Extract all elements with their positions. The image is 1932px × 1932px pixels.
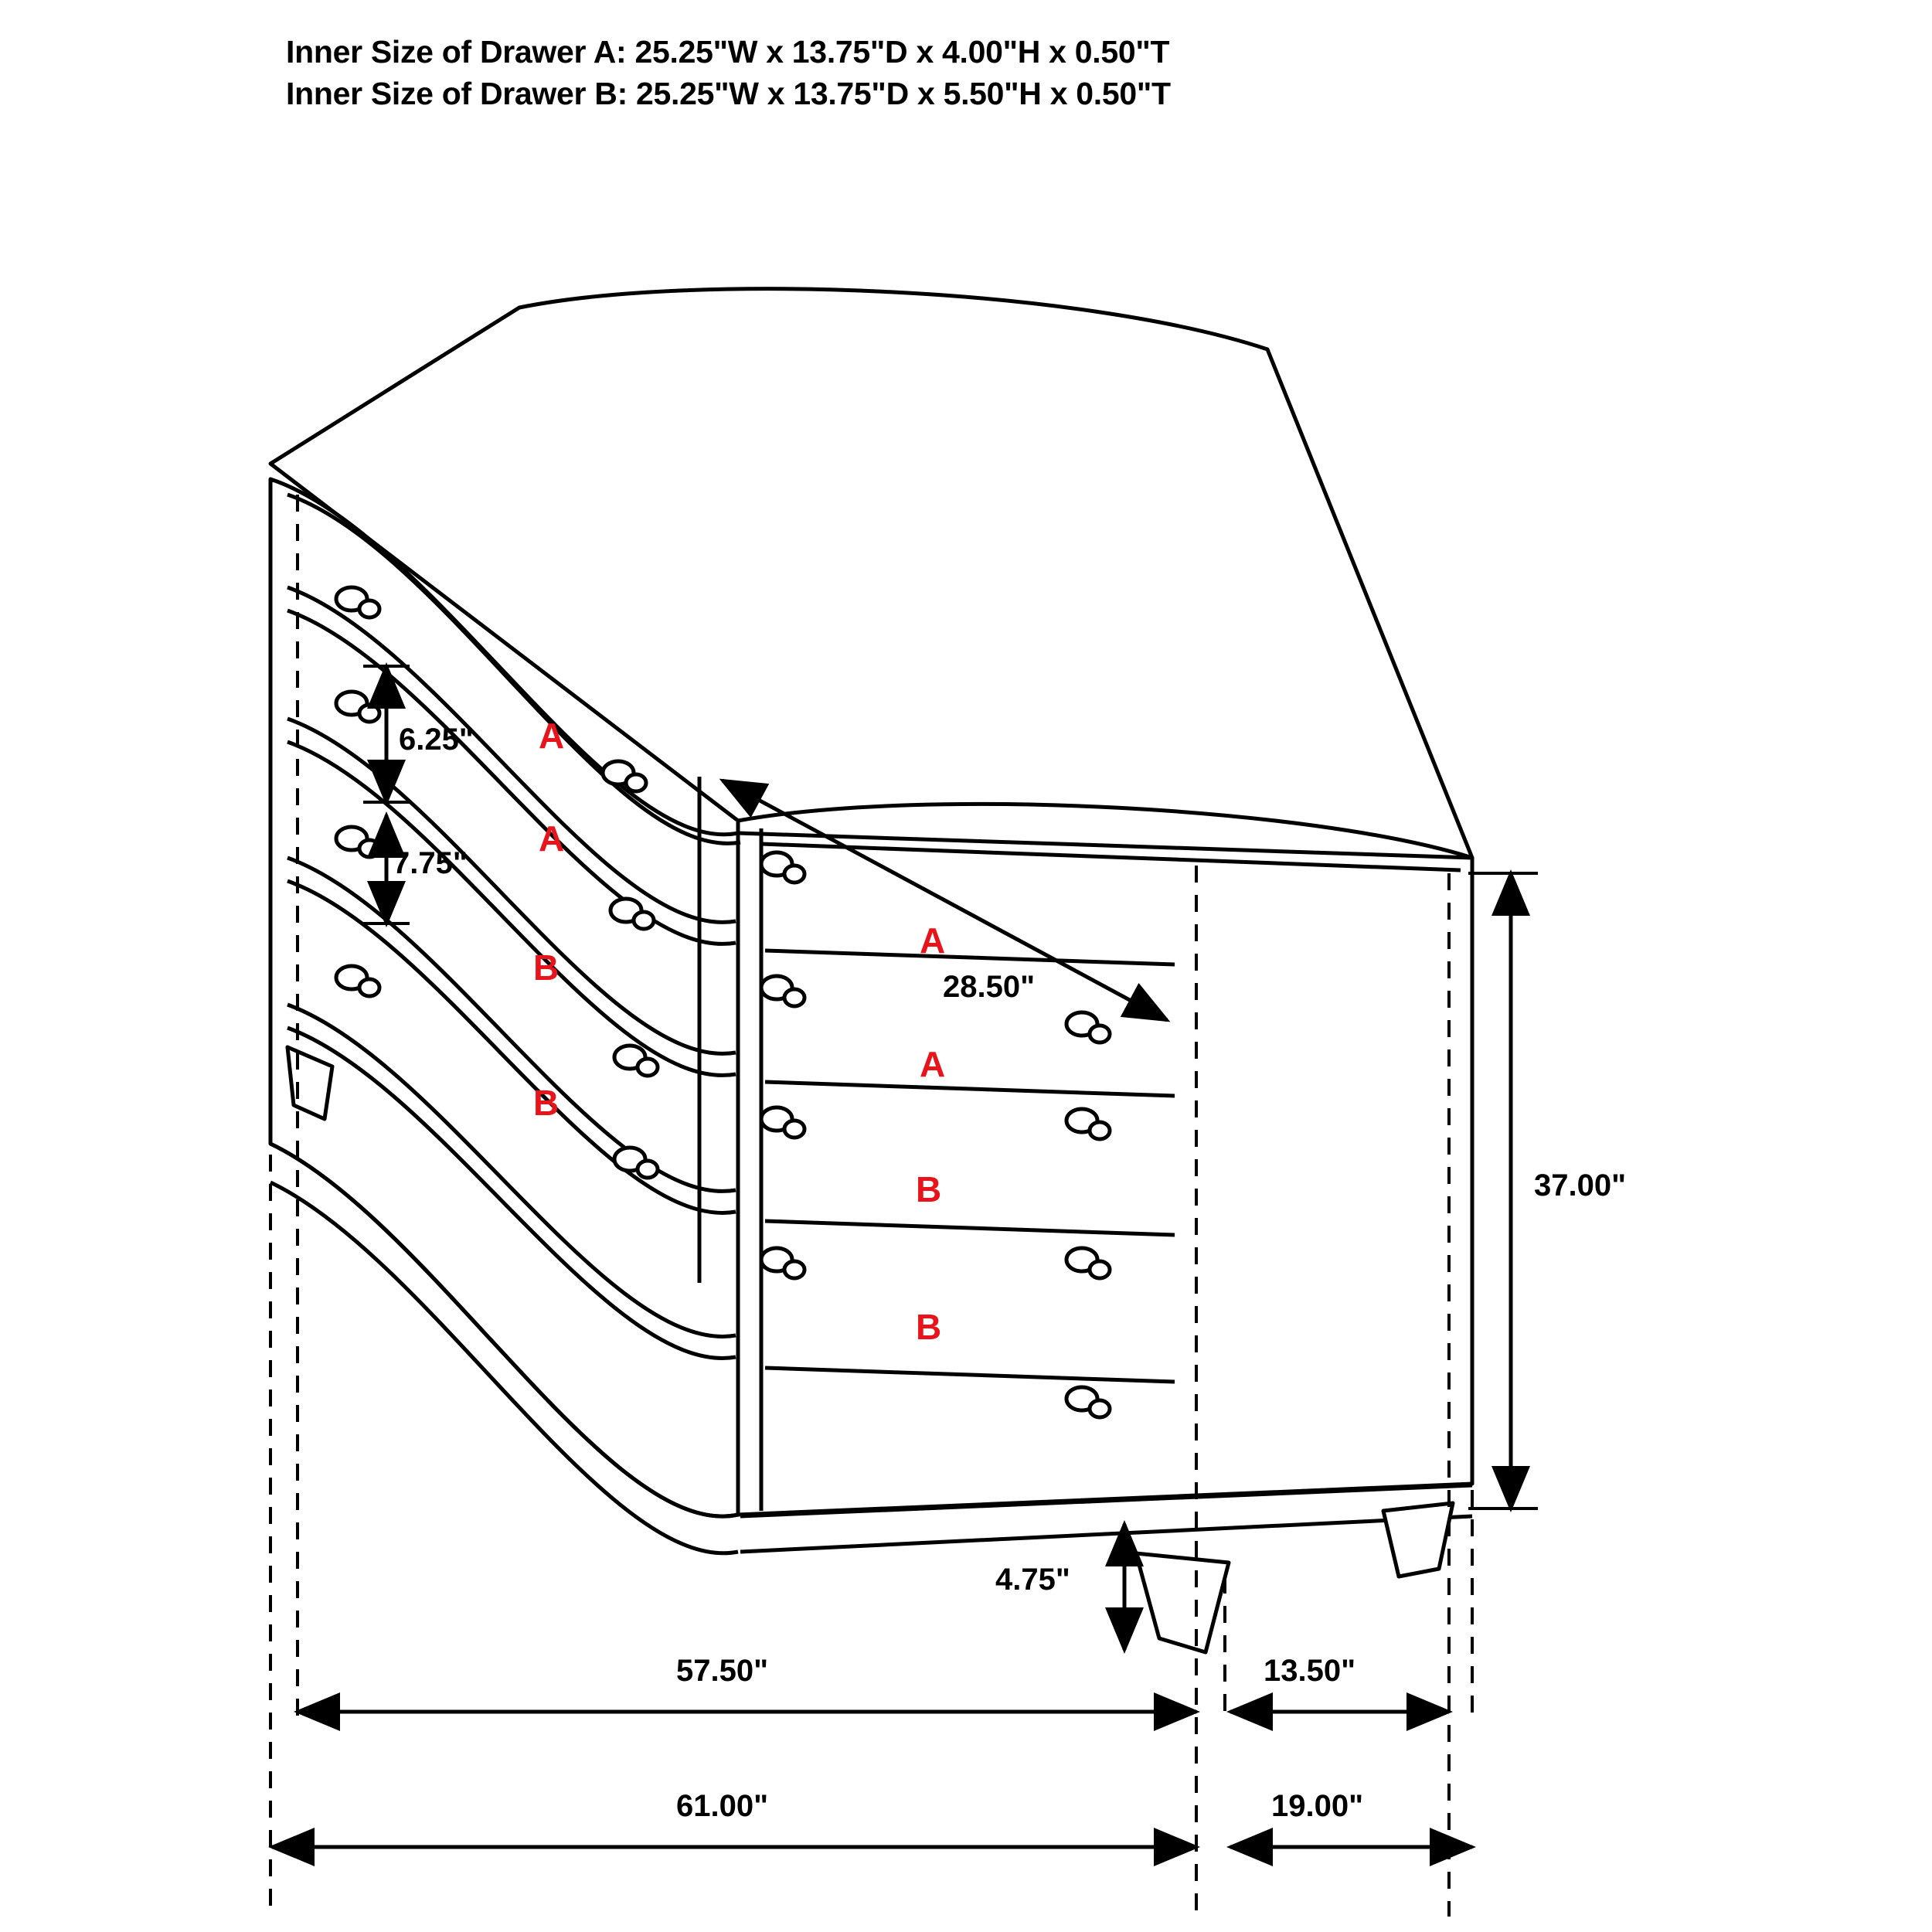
dim-label-case-depth: 13.50" [1264,1654,1356,1688]
drawer-label-left-row2: A [539,818,565,859]
dim-label-overall-height: 37.00" [1534,1168,1627,1202]
drawer-label-right-row1: A [920,920,946,961]
drawer-b-inner-size-text: Inner Size of Drawer B: 25.25"W x 13.75"D x 5.50"H x 0.50"T [286,76,1171,112]
drawer-label-left-row4: B [533,1083,560,1123]
dim-label-depth-top: 28.50" [943,970,1036,1004]
dim-label-overall-depth: 19.00" [1271,1789,1364,1823]
dim-label-case-width: 57.50" [676,1654,769,1688]
drawer-label-right-row3: B [916,1169,942,1209]
dresser-base-side-rail-2 [740,1516,1472,1552]
drawer-label-left-row3: B [533,947,560,988]
drawer-label-left-row1: A [539,716,565,756]
drawer-a-inner-size-text: Inner Size of Drawer A: 25.25"W x 13.75"D x 4.00"H x 0.50"T [286,34,1170,70]
dresser-body-group [270,289,1472,1652]
dim-label-overall-width: 61.00" [676,1789,769,1823]
drawer-label-right-row2: A [920,1044,946,1084]
dim-label-leg-height: 4.75" [995,1563,1070,1597]
leg-back-right [1383,1503,1453,1577]
leg-front-right [1136,1553,1229,1652]
dim-label-drawer-b-height: 7.75" [393,846,468,880]
dim-label-drawer-a-height: 6.25" [399,723,474,757]
drawer-label-right-row4: B [916,1307,942,1347]
